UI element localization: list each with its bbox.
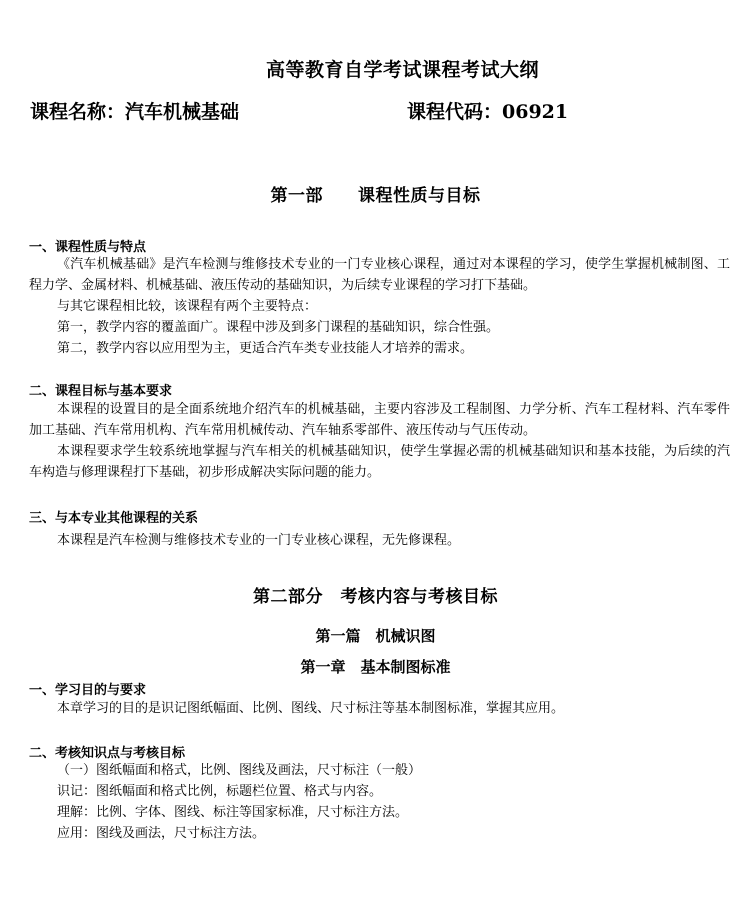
course-code: 课程代码：06921 [407,101,569,123]
chapter-title: 第一章 基本制图标准 [300,658,451,676]
paragraph-feature-two: 第二，教学内容以应用型为主，更适合汽车类专业技能人才培养的需求。 [57,341,474,356]
section-heading-learning-goals: 一、学习目的与要求 [29,683,147,698]
knowledge-memorize: 识记：图纸幅面和格式比例，标题栏位置、格式与内容。 [57,784,383,799]
section-heading-knowledge-points: 二、考核知识点与考核目标 [29,746,186,761]
part-two-title: 第二部分 考核内容与考核目标 [253,587,498,607]
knowledge-apply: 应用：图线及画法，尺寸标注方法。 [57,826,266,841]
course-name: 课程名称：汽车机械基础 [30,101,240,123]
paragraph-relations: 本课程是汽车检测与维修技术专业的一门专业核心课程，无先修课程。 [57,533,461,548]
paragraph-feature-one: 第一，教学内容的覆盖面广。课程中涉及到多门课程的基础知识，综合性强。 [57,320,500,335]
section-heading-relations: 三、与本专业其他课程的关系 [29,511,199,526]
knowledge-point-item: （一）图纸幅面和格式，比例、图线及画法，尺寸标注（一般） [57,763,422,778]
paragraph-learning-goals: 本章学习的目的是识记图纸幅面、比例、图线、尺寸标注等基本制图标准，掌握其应用。 [57,701,565,716]
paragraph-features-intro: 与其它课程相比较，该课程有两个主要特点： [57,299,318,314]
document-title: 高等教育自学考试课程考试大纲 [265,59,539,81]
paragraph-goals-requirements: 本课程要求学生较系统地掌握与汽车相关的机械基础知识，使学生掌握必需的机械基础知识和基本技能，为后续的汽车构造与修理课程打下基础，初步形成解决实际问题的能力。 [29,444,730,480]
paragraph-goals-purpose: 本课程的设置目的是全面系统地介绍汽车的机械基础，主要内容涉及工程制图、力学分析、汽车工程材料、汽车零件加工基础、汽车常用机构、汽车常用机械传动、汽车轴系零部件、液压传动与气压传动。 [29,402,730,438]
part-one-title: 第一部 课程性质与目标 [270,186,481,206]
paragraph-nature-intro: 《汽车机械基础》是汽车检测与维修技术专业的一门专业核心课程，通过对本课程的学习，使学生掌握机械制图、工程力学、金属材料、机械基础、液压传动的基础知识，为后续专业课程的学习打下基础。 [29,257,730,293]
article-title: 第一篇 机械识图 [315,627,436,645]
section-heading-nature: 一、课程性质与特点 [29,240,147,255]
section-heading-goals: 二、课程目标与基本要求 [29,384,173,399]
knowledge-understand: 理解：比例、字体、图线、标注等国家标准，尺寸标注方法。 [57,805,409,820]
